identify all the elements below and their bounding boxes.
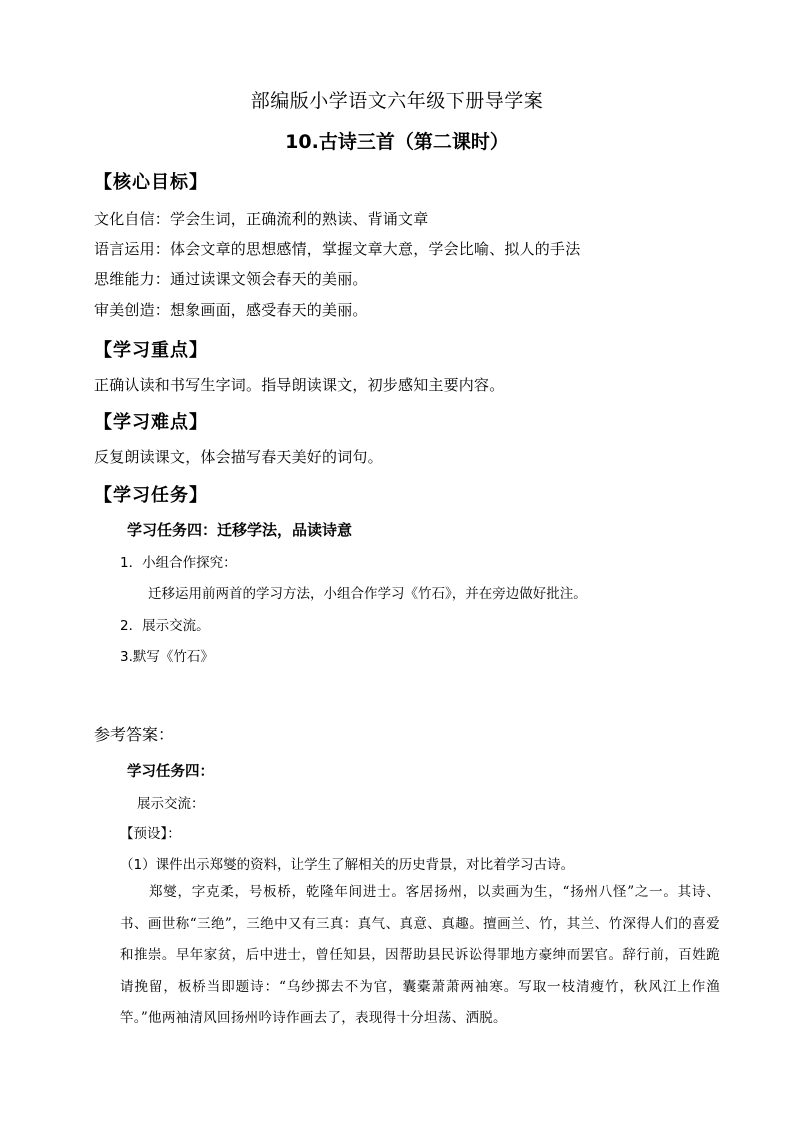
answers-task-title: 学习任务四： xyxy=(127,764,214,780)
difficulties-heading: 【学习难点】 xyxy=(94,412,208,433)
document-title: 部编版小学语文六年级下册导学案 xyxy=(250,90,544,112)
task-step-2: 2．展示交流。 xyxy=(120,618,210,634)
key-points-text: 正确认读和书写生字词。指导朗读课文，初步感知主要内容。 xyxy=(94,376,505,394)
task-step-1-detail: 迁移运用前两首的学习方法，小组合作学习《竹石》，并在旁边做好批注。 xyxy=(148,586,587,602)
core-goals-heading: 【核心目标】 xyxy=(94,172,208,193)
answers-heading: 参考答案： xyxy=(94,725,175,744)
task-four-title: 学习任务四：迁移学法，品读诗意 xyxy=(127,521,353,539)
core-goal-aesthetic: 审美创造：想象画面，感受春天的美丽。 xyxy=(94,301,368,319)
task-step-3: 3.默写《竹石》 xyxy=(120,649,214,665)
answers-show-label: 展示交流： xyxy=(137,796,205,812)
tasks-heading: 【学习任务】 xyxy=(94,485,208,506)
key-points-heading: 【学习重点】 xyxy=(94,340,208,361)
core-goal-language: 语言运用：体会文章的思想感情，掌握文章大意，学会比喻、拟人的手法 xyxy=(94,240,581,258)
core-goal-thinking: 思维能力：通过读课文领会春天的美丽。 xyxy=(94,270,368,288)
task-step-1: 1．小组合作探究： xyxy=(120,555,237,571)
core-goal-culture: 文化自信：学会生词，正确流利的熟读、背诵文章 xyxy=(94,210,429,228)
zheng-xie-biography: 郑燮，字克柔，号板桥，乾隆年间进士。客居扬州，以卖画为生，“扬州八怪”之一。其诗、书、画世称“三绝”，三绝中又有三真：真气、真意、真趣。擅画兰、竹，其兰、竹深得人们的喜爱和推崇。早年家贫，后中进士，曾任知县，因帮助县民诉讼得罪地方豪绅而罢官。辞行前，百姓跪请挽留，板桥当即题诗：“乌纱掷去不为官，囊橐萧萧两袖寒。写取一枝清瘦竹，秋风江上作渔竿。”他两袖清风回扬州吟诗作画去了，表现得十分坦荡、洒脱。 xyxy=(120,884,720,1026)
difficulties-text: 反复朗读课文，体会描写春天美好的词句。 xyxy=(94,448,383,466)
answers-preset-label: 【预设】： xyxy=(120,826,181,842)
answers-item-1: （1）课件出示郑燮的资料，让学生了解相关的历史背景，对比着学习古诗。 xyxy=(120,857,575,873)
lesson-title: 10.古诗三首（第二课时） xyxy=(285,131,509,153)
